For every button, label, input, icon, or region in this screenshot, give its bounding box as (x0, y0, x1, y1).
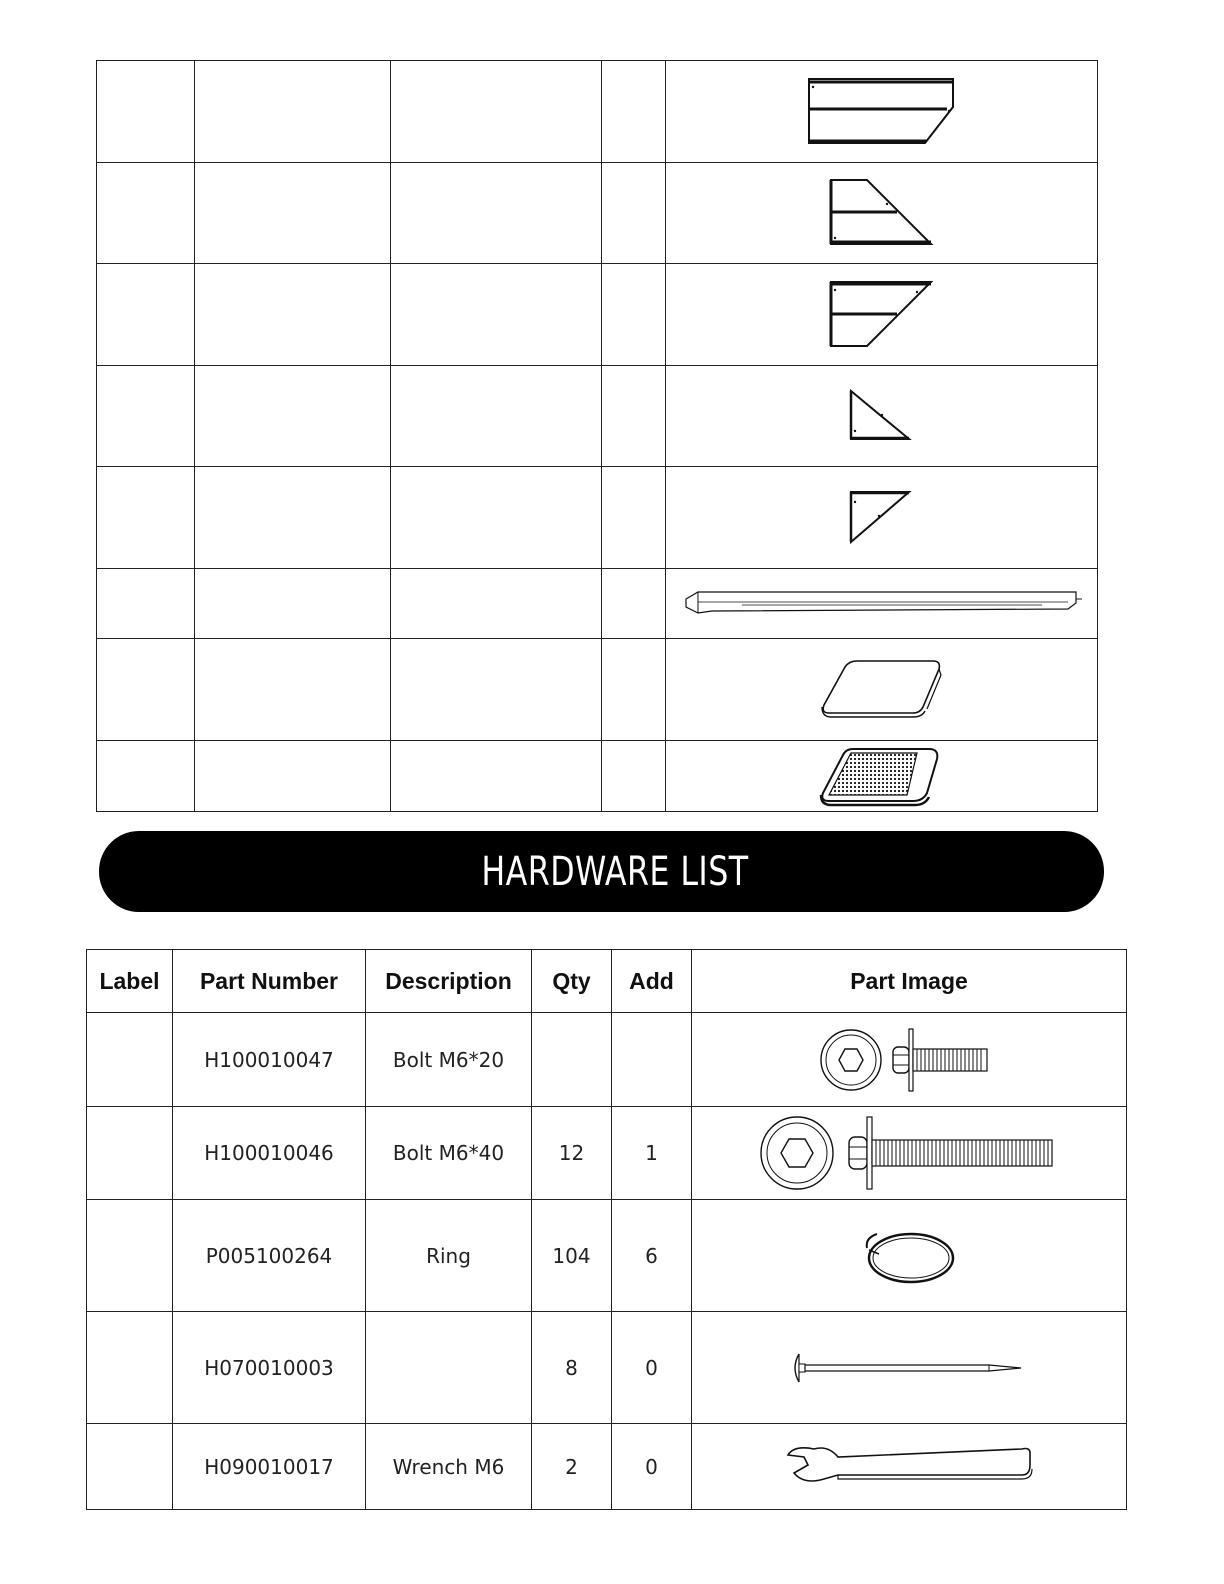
hw-description-cell: Bolt M6*40 (366, 1107, 532, 1200)
hw-image-cell (692, 1424, 1127, 1510)
parts-image-cell (666, 569, 1098, 639)
parts-description-cell (391, 569, 602, 639)
header-part-image: Part Image (692, 950, 1127, 1013)
parts-qty-cell (602, 163, 666, 264)
parts-qty-cell (602, 639, 666, 741)
parts-row (97, 741, 1098, 812)
wrench-icon (784, 1441, 1034, 1493)
parts-image-cell (666, 741, 1098, 812)
hw-label-cell (87, 1424, 173, 1510)
ring-icon (861, 1226, 957, 1286)
parts-image-cell (666, 264, 1098, 366)
angled-panel-right-icon (827, 178, 937, 248)
angled-panel-top-icon (827, 280, 937, 350)
hardware-row (87, 1107, 1127, 1200)
parts-number-cell (195, 264, 391, 366)
parts-table (96, 60, 1098, 812)
hw-part-number-cell: P005100264 (173, 1200, 366, 1312)
header-add: Add (612, 950, 692, 1013)
hw-image-cell (692, 1013, 1127, 1107)
parts-row (97, 264, 1098, 366)
hw-qty-cell: 104 (532, 1200, 612, 1312)
hw-image-cell (692, 1312, 1127, 1424)
parts-description-cell (391, 366, 602, 467)
hw-qty-cell: 8 (532, 1312, 612, 1424)
hw-label-cell (87, 1200, 173, 1312)
parts-number-cell (195, 741, 391, 812)
hardware-row (87, 1424, 1127, 1510)
hw-add-cell (612, 1013, 692, 1107)
pin-icon (789, 1350, 1029, 1386)
parts-number-cell (195, 61, 391, 163)
parts-label-cell (97, 467, 195, 569)
cushion-icon (817, 657, 947, 722)
hardware-row (87, 1013, 1127, 1107)
parts-description-cell (391, 264, 602, 366)
parts-image-cell (666, 639, 1098, 741)
parts-description-cell (391, 741, 602, 812)
parts-qty-cell (602, 61, 666, 163)
header-description: Description (366, 950, 532, 1013)
hw-add-cell: 1 (612, 1107, 692, 1200)
hw-add-cell: 0 (612, 1312, 692, 1424)
parts-qty-cell (602, 741, 666, 812)
hw-description-cell: Ring (366, 1200, 532, 1312)
parts-label-cell (97, 366, 195, 467)
hardware-header-row (87, 950, 1127, 1013)
banner-title: HARDWARE LIST (481, 848, 749, 895)
hw-add-cell: 6 (612, 1200, 692, 1312)
parts-qty-cell (602, 366, 666, 467)
hw-label-cell (87, 1312, 173, 1424)
parts-description-cell (391, 61, 602, 163)
header-part-number: Part Number (173, 950, 366, 1013)
parts-image-cell (666, 467, 1098, 569)
hw-description-cell: Wrench M6 (366, 1424, 532, 1510)
hw-add-cell: 0 (612, 1424, 692, 1510)
hw-part-number-cell: H070010003 (173, 1312, 366, 1424)
hw-description-cell: Bolt M6*20 (366, 1013, 532, 1107)
parts-image-cell (666, 163, 1098, 264)
hw-image-cell (692, 1200, 1127, 1312)
parts-label-cell (97, 569, 195, 639)
parts-row (97, 569, 1098, 639)
parts-label-cell (97, 61, 195, 163)
parts-number-cell (195, 467, 391, 569)
parts-qty-cell (602, 467, 666, 569)
small-triangle-panel-inverted-icon (847, 490, 917, 545)
parts-row (97, 366, 1098, 467)
parts-description-cell (391, 163, 602, 264)
parts-row (97, 163, 1098, 264)
parts-image-cell (666, 61, 1098, 163)
parts-number-cell (195, 163, 391, 264)
parts-label-cell (97, 741, 195, 812)
hardware-row (87, 1312, 1127, 1424)
parts-image-cell (666, 366, 1098, 467)
parts-qty-cell (602, 264, 666, 366)
hardware-list-banner (99, 831, 1104, 912)
parts-number-cell (195, 569, 391, 639)
hw-qty-cell: 12 (532, 1107, 612, 1200)
parts-label-cell (97, 163, 195, 264)
hw-qty-cell: 2 (532, 1424, 612, 1510)
parts-row (97, 639, 1098, 741)
parts-number-cell (195, 639, 391, 741)
header-qty: Qty (532, 950, 612, 1013)
hardware-table (86, 949, 1127, 1510)
parts-qty-cell (602, 569, 666, 639)
parts-row (97, 467, 1098, 569)
hw-part-number-cell: H100010047 (173, 1013, 366, 1107)
long-bolt-icon (759, 1113, 1059, 1193)
header-label: Label (87, 950, 173, 1013)
long-rail-icon (682, 589, 1082, 619)
parts-row (97, 61, 1098, 163)
hw-image-cell (692, 1107, 1127, 1200)
parts-description-cell (391, 467, 602, 569)
parts-description-cell (391, 639, 602, 741)
hw-label-cell (87, 1107, 173, 1200)
mesh-cushion-icon (817, 745, 947, 807)
hw-part-number-cell: H090010017 (173, 1424, 366, 1510)
hw-qty-cell (532, 1013, 612, 1107)
hw-part-number-cell: H100010046 (173, 1107, 366, 1200)
short-bolt-icon (819, 1027, 999, 1093)
hw-label-cell (87, 1013, 173, 1107)
hw-description-cell (366, 1312, 532, 1424)
parts-number-cell (195, 366, 391, 467)
small-triangle-panel-icon (847, 389, 917, 444)
parts-label-cell (97, 264, 195, 366)
hardware-row (87, 1200, 1127, 1312)
long-panel-icon (807, 77, 957, 147)
parts-label-cell (97, 639, 195, 741)
